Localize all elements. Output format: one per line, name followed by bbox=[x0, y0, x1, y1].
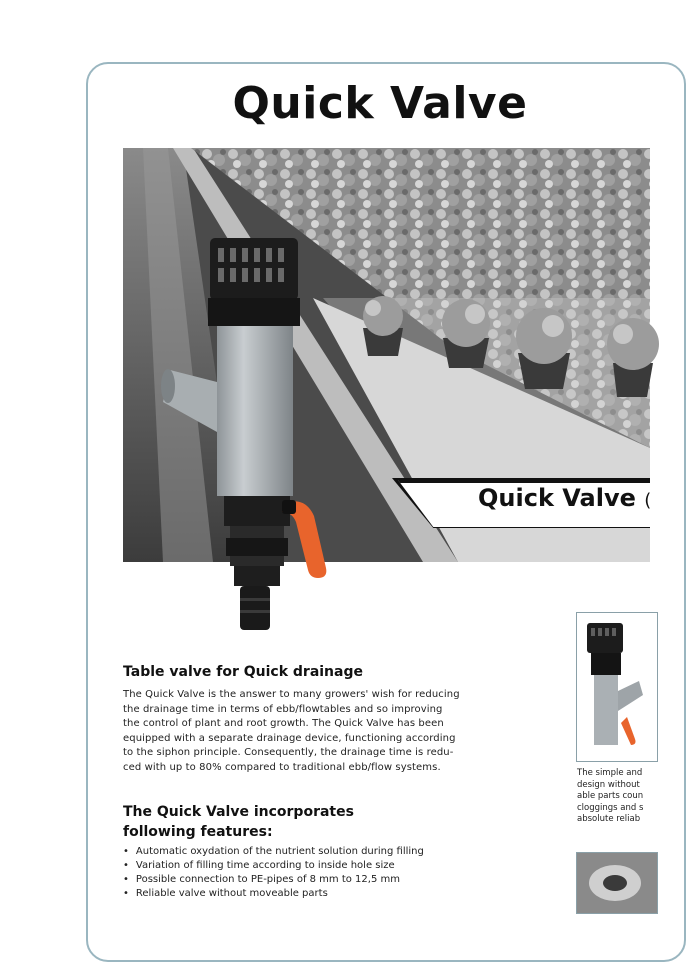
caption-line: able parts coun bbox=[577, 791, 644, 802]
feature-item: • Variation of filling time according to inside hole size bbox=[123, 859, 503, 873]
valve-thumbnail bbox=[576, 612, 658, 762]
detail-thumbnail bbox=[576, 852, 658, 914]
banner-label-text: Quick Valve bbox=[478, 484, 636, 512]
paragraph-line: to the siphon principle. Consequently, the drainage time is redu- bbox=[123, 747, 454, 759]
valve-thumbnail-drawing bbox=[577, 613, 657, 761]
section-heading-features bbox=[123, 802, 354, 842]
quick-valve-product-image bbox=[160, 232, 330, 632]
paragraph-line: equipped with a separate drainage device, functioning according bbox=[123, 732, 456, 744]
detail-thumbnail-drawing bbox=[577, 853, 657, 913]
caption-line: design without bbox=[577, 779, 640, 790]
caption-line: The simple and bbox=[577, 768, 643, 778]
intro-paragraph bbox=[123, 688, 493, 776]
section-heading-quick-drainage: Table valve for Quick drainage bbox=[123, 664, 363, 680]
caption-line: cloggings and s bbox=[577, 802, 644, 813]
page-title: Quick Valve bbox=[232, 78, 528, 129]
valve-drawing bbox=[160, 232, 330, 632]
paragraph-line: the control of plant and root growth. The Quick Valve has been bbox=[123, 718, 444, 730]
banner-suffix: ( bbox=[644, 490, 652, 511]
feature-item: • Automatic oxydation of the nutrient solution during filling bbox=[123, 845, 503, 859]
thumbnail-caption bbox=[577, 768, 657, 826]
feature-item: • Possible connection to PE-pipes of 8 mm to 12,5 mm bbox=[123, 873, 503, 887]
feature-item: • Reliable valve without moveable parts bbox=[123, 887, 503, 901]
banner-label bbox=[478, 484, 651, 512]
caption-line: absolute reliab bbox=[577, 814, 641, 825]
paragraph-line: The Quick Valve is the answer to many growers' wish for reducing bbox=[123, 689, 460, 700]
paragraph-line: ced with up to 80% compared to traditional ebb/flow systems. bbox=[123, 761, 441, 773]
features-list bbox=[123, 845, 503, 901]
paragraph-line: the drainage time in terms of ebb/flowtables and so improving bbox=[123, 703, 443, 715]
features-heading-line-1: The Quick Valve incorporates bbox=[123, 804, 354, 820]
features-heading-line-2: following features: bbox=[123, 824, 273, 840]
